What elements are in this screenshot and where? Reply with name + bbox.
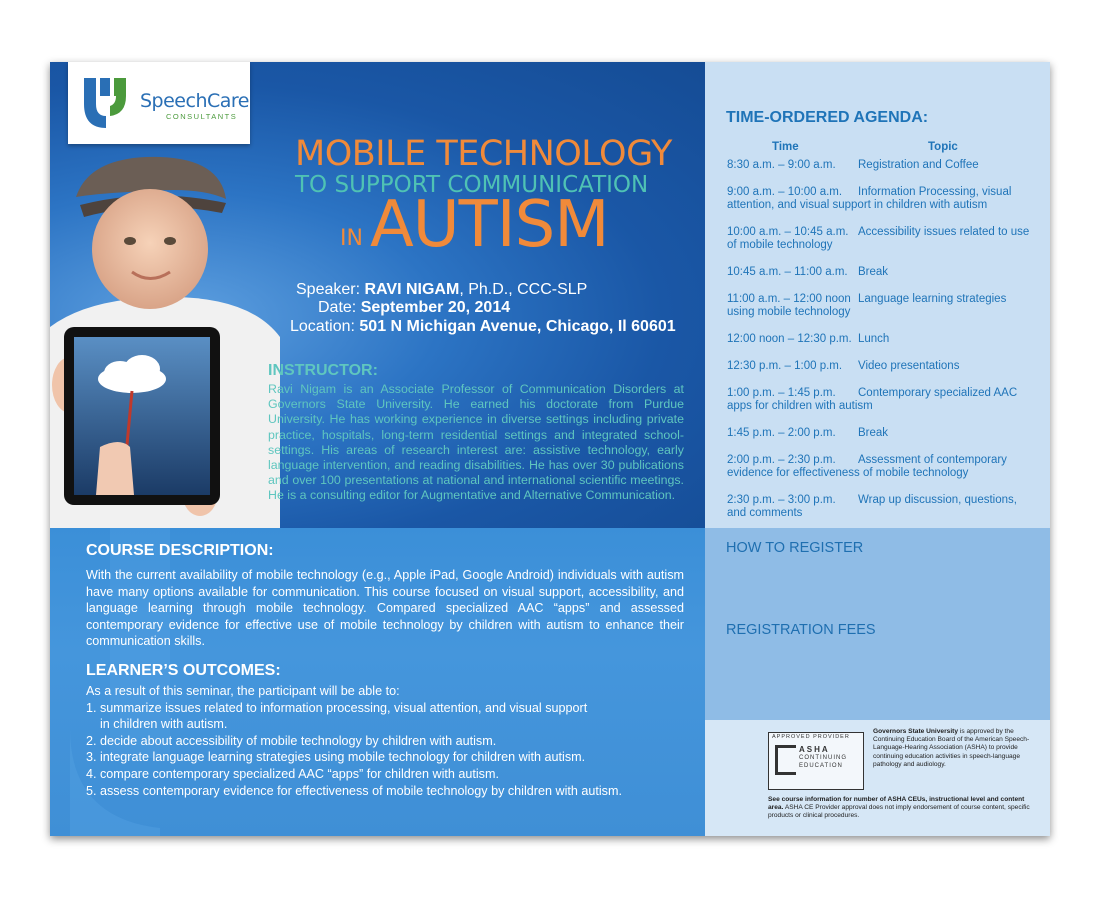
- instructor-title: INSTRUCTOR:: [268, 362, 378, 379]
- learner-outcomes-title: LEARNER’S OUTCOMES:: [86, 662, 281, 679]
- agenda-topic: Assessment of contemporary: [858, 453, 1007, 466]
- agenda-row: [727, 186, 1037, 213]
- agenda-topic: Break: [858, 266, 889, 279]
- agenda-time: 1:00 p.m. – 1:45 p.m.: [727, 386, 836, 399]
- outcome-item: 4. compare contemporary specialized AAC “apps” for children with autism.: [86, 766, 499, 781]
- headline-line2: TO SUPPORT COMMUNICATION: [295, 172, 649, 198]
- agenda-time: 2:30 p.m. – 3:00 p.m.: [727, 494, 836, 506]
- course-description-title: COURSE DESCRIPTION:: [86, 542, 274, 559]
- asha-note: [768, 796, 1038, 821]
- agenda-col-time: Time: [772, 141, 799, 153]
- agenda-time: 11:00 a.m. – 12:00 noon: [727, 293, 851, 305]
- agenda-row: [727, 427, 1037, 440]
- outcome-item: 3. integrate language learning strategies using mobile technology for children with autism.: [86, 750, 586, 765]
- registration-fees-heading: REGISTRATION FEES: [726, 622, 876, 638]
- date-value: September 20, 2014: [360, 299, 511, 316]
- headline-line1: MOBILE TECHNOLOGY: [295, 134, 672, 174]
- agenda-topic: Wrap up discussion, questions,: [858, 494, 1017, 506]
- asha-approval-body: is approved by the Continuing Education Board of the American Speech-Language-Hearing Association (ASHA) to provide continuing education activities in speech-language pathology and audiology.: [873, 728, 1030, 768]
- agenda-row: [727, 494, 1037, 521]
- agenda-topic-continued: attention, and visual support in children with autism: [727, 199, 988, 212]
- speaker-name: RAVI NIGAM: [364, 281, 460, 298]
- agenda-time: 12:30 p.m. – 1:00 p.m.: [727, 360, 843, 372]
- agenda-time: 9:00 a.m. – 10:00 a.m.: [727, 185, 843, 198]
- agenda-topic-continued: apps for children with autism: [727, 400, 873, 413]
- agenda-row: [727, 293, 1037, 320]
- asha-approval: [768, 728, 1038, 836]
- how-to-register-heading: HOW TO REGISTER: [726, 540, 864, 556]
- outcomes-intro: As a result of this seminar, the participant will be able to:: [86, 684, 400, 698]
- instructor-bio: Ravi Nigam is an Associate Professor of Communication Disorders at Governors State University. He earned his doctorate from Purdue University. He has working experience in diverse settings including private practice, hospitals, long-term residential settings and integrated school-settings. His areas of research interest are: assistive technology, early language intervention, and reading disabilities. He has over 30 publications and over 100 presentations at national and international scientific meetings. He is a consulting editor for Augmentative and Alternative Communication.: [268, 382, 684, 503]
- location-value: 501 N Michigan Avenue, Chicago, Il 60601: [359, 318, 676, 335]
- asha-disclaimer: ASHA CE Provider approval does not imply endorsement of course content, specific products or clinical procedures.: [768, 804, 1030, 820]
- date-line: [318, 299, 510, 317]
- logo-name: SpeechCare: [140, 90, 249, 112]
- asha-approval-text: [873, 728, 1033, 769]
- speaker-credentials: , Ph.D., CCC-SLP: [459, 281, 588, 298]
- asha-org: ASHA: [799, 745, 830, 754]
- headline-autism: AUTISM: [370, 188, 609, 262]
- asha-approved-label: APPROVED PROVIDER: [772, 734, 850, 740]
- agenda-list: [727, 159, 1037, 534]
- asha-education: EDUCATION: [799, 763, 843, 769]
- course-description-body: With the current availability of mobile technology (e.g., Apple iPad, Google Android) individuals with autism have many options available for communication. This course focused on visual support, accessibility, and language learning through mobile technology. Compared specialized AAC “apps” and assessed contemporary evidence for effective use of mobile technology by children with autism to enhance their communication skills.: [86, 568, 684, 649]
- agenda-topic: Registration and Coffee: [858, 159, 979, 171]
- agenda-time: 10:45 a.m. – 11:00 a.m.: [727, 266, 848, 279]
- agenda-topic: Lunch: [858, 333, 890, 346]
- agenda-topic: Accessibility issues related to use: [858, 226, 1030, 238]
- agenda-row: [727, 454, 1037, 481]
- agenda-topic: Information Processing, visual: [858, 185, 1012, 198]
- outcome-item-continued: in children with autism.: [100, 717, 228, 732]
- agenda-row: [727, 266, 1037, 279]
- agenda-topic-continued: using mobile technology: [727, 306, 851, 319]
- agenda-time: 1:45 p.m. – 2:00 p.m.: [727, 427, 836, 439]
- agenda-time: 12:00 noon – 12:30 p.m.: [727, 333, 852, 346]
- outcome-item: 2. decide about accessibility of mobile technology by children with autism.: [86, 733, 497, 748]
- agenda-topic: Contemporary specialized AAC: [858, 386, 1018, 399]
- asha-continuing: CONTINUING: [799, 755, 847, 761]
- agenda-time: 8:30 a.m. – 9:00 a.m.: [727, 159, 836, 171]
- agenda-topic-continued: evidence for effectiveness of mobile technology: [727, 467, 969, 480]
- agenda-title: TIME-ORDERED AGENDA:: [726, 109, 929, 126]
- agenda-time: 10:00 a.m. – 10:45 a.m.: [727, 226, 849, 238]
- date-label: Date:: [318, 299, 357, 316]
- agenda-topic: Language learning strategies: [858, 293, 1007, 305]
- speaker-label: Speaker:: [296, 281, 361, 298]
- agenda-topic: Video presentations: [858, 360, 960, 372]
- agenda-topic: Break: [858, 427, 889, 439]
- outcome-item: 5. assess contemporary evidence for effectiveness of mobile technology by children with autism.: [86, 783, 622, 798]
- speaker-line: [296, 281, 587, 299]
- agenda-col-topic: Topic: [928, 141, 958, 153]
- agenda-row: [727, 226, 1037, 253]
- agenda-topic-continued: and comments: [727, 507, 803, 520]
- asha-ce-icon: [775, 745, 796, 775]
- outcome-item: 1. summarize issues related to information processing, visual attention, and visual support: [86, 700, 588, 715]
- agenda-row: [727, 159, 1037, 172]
- logo: [68, 62, 250, 144]
- asha-logo: [768, 732, 864, 790]
- asha-university: Governors State University: [873, 728, 959, 735]
- learner-outcomes-list: [86, 683, 686, 799]
- agenda-topic-continued: of mobile technology: [727, 239, 833, 252]
- agenda-row: [727, 387, 1037, 414]
- asha-ceu-note: See course information for number of ASHA CEUs, instructional level and content area.: [768, 796, 1025, 812]
- speechcare-logo-icon: [80, 74, 134, 130]
- agenda-row: [727, 360, 1037, 373]
- location-line: [290, 318, 676, 336]
- logo-subtitle: CONSULTANTS: [166, 112, 238, 121]
- agenda-time: 2:00 p.m. – 2:30 p.m.: [727, 453, 836, 466]
- agenda-row: [727, 333, 1037, 346]
- location-label: Location:: [290, 318, 355, 335]
- flyer: [50, 62, 1050, 836]
- child-with-tablet-image: [50, 147, 280, 528]
- headline-in: IN: [340, 226, 363, 251]
